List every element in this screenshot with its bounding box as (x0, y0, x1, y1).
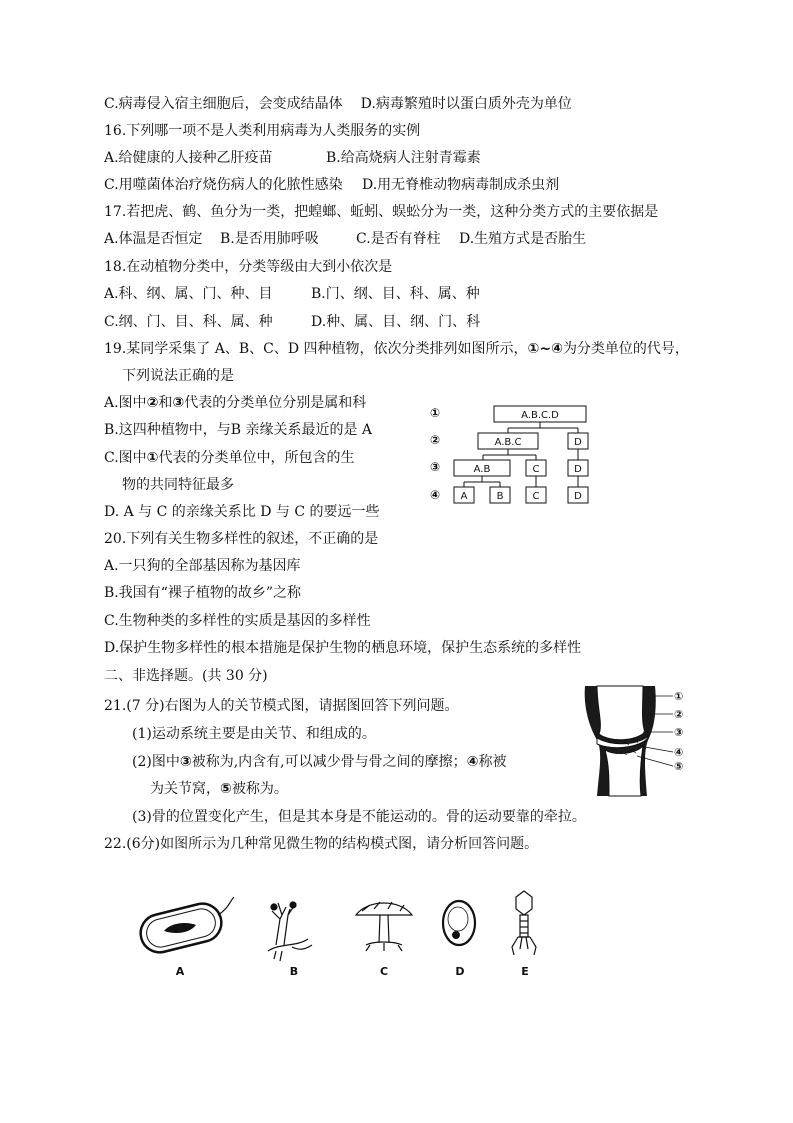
microbe-a-bacterium (137, 897, 234, 956)
q20-option-d: D.保护生物多样性的根本措施是保护生物的栖息环境，保护生态系统的多样性 (104, 640, 582, 656)
tree-row-label-1: ① (430, 406, 441, 420)
q16-option-c: C.用噬菌体治疗烧伤病人的化脓性感染 (104, 177, 343, 193)
microbe-label-d: D (455, 965, 465, 978)
lower-bone (605, 746, 643, 796)
q21-part2: (2)图中③被称为,内含有,可以减少骨与骨之间的摩擦；④称被 (132, 754, 507, 770)
microbe-label-e: E (521, 965, 529, 978)
q21-part2-cont: 为关节窝，⑤被称为。 (150, 781, 288, 797)
svg-text:D: D (574, 491, 582, 502)
microorganisms-diagram (130, 885, 560, 980)
upper-bone (597, 686, 645, 740)
q19-option-c-cont: 物的共同特征最多 (122, 477, 234, 493)
q21-part3: (3)骨的位置变化产生，但是其本身是不能运动的。骨的运动要靠的牵拉。 (132, 809, 586, 825)
q20-option-b: B.我国有“裸子植物的故乡”之称 (104, 585, 302, 601)
q17-option-c: C.是否有脊柱 (356, 231, 441, 247)
q19-option-d: D. A 与 C 的亲缘关系比 D 与 C 的要远一些 (104, 504, 380, 520)
q18-option-a: A.科、纲、属、门、种、目 (104, 286, 273, 302)
microbe-label-b: B (289, 965, 299, 978)
q18-options-ab (104, 285, 480, 303)
microbe-c-mushroom (356, 902, 412, 951)
q16-option-a: A.给健康的人接种乙肝疫苗 (104, 150, 273, 166)
q19-stem-cont: 下列说法正确的是 (122, 368, 234, 384)
svg-text:C: C (532, 464, 540, 475)
svg-text:C: C (532, 491, 540, 502)
q16-options-ab (104, 149, 481, 167)
joint-label-3: ③ (674, 726, 684, 739)
q20-stem: 20.下列有关生物多样性的叙述，不正确的是 (104, 531, 379, 547)
joint-label-4: ④ (674, 746, 684, 759)
joint-label-5: ⑤ (674, 760, 684, 773)
q16-option-d: D.用无脊椎动物病毒制成杀虫剂 (362, 177, 560, 193)
svg-text:D: D (574, 464, 582, 475)
svg-text:D: D (574, 437, 582, 448)
q17-options (104, 230, 586, 248)
q19-stem: 19.某同学采集了 A、B、C、D 四种植物，依次分类排列如图所示，①~④为分类单位的代号， (104, 341, 689, 357)
q18-options-cd (104, 313, 480, 331)
q18-option-d: D.种、属、目、纲、门、科 (311, 314, 481, 330)
q19-option-b: B.这四种植物中，与B 亲缘关系最近的是 A (104, 422, 373, 438)
circled-range: ①~④ (527, 341, 563, 357)
svg-text:A.B.C: A.B.C (494, 437, 522, 448)
q20-option-c: C.生物种类的多样性的实质是基因的多样性 (104, 613, 371, 629)
svg-text:A.B.C.D: A.B.C.D (521, 410, 559, 421)
q15-options-cd (104, 95, 572, 113)
q21-part1: (1)运动系统主要是由关节、和组成的。 (132, 726, 376, 742)
joint-diagram (575, 680, 695, 800)
q22-stem: 22.(6分)如图所示为几种常见微生物的结构模式图，请分析回答问题。 (104, 836, 539, 852)
q16-stem: 16.下列哪一项不是人类利用病毒为人类服务的实例 (104, 123, 421, 139)
svg-text:A.B: A.B (473, 464, 491, 475)
microbe-e-virus (512, 891, 536, 955)
q16-options-cd (104, 176, 559, 194)
q18-stem: 18.在动植物分类中，分类等级由大到小依次是 (104, 259, 393, 275)
q17-option-a: A.体温是否恒定 (104, 231, 203, 247)
q17-option-d: D.生殖方式是否胎生 (459, 231, 587, 247)
svg-text:B: B (496, 491, 504, 502)
microbe-label-c: C (379, 965, 389, 978)
q19-option-c: C.图中①代表的分类单位中，所包含的生 (104, 450, 355, 466)
q15-option-c: C.病毒侵入宿主细胞后，会变成结晶体 (104, 96, 343, 112)
microbe-label-a: A (175, 965, 185, 978)
q21-stem: 21.(7 分)右图为人的关节模式图，请据图回答下列问题。 (104, 698, 459, 714)
q18-option-b: B.门、纲、目、科、属、种 (311, 286, 480, 302)
q15-option-d: D.病毒繁殖时以蛋白质外壳为单位 (360, 96, 572, 112)
tree-row-label-3: ③ (430, 460, 441, 474)
joint-label-1: ① (674, 690, 684, 703)
svg-text:A: A (460, 491, 468, 502)
tree-row-label-2: ② (430, 433, 441, 447)
q19-option-a: A.图中②和③代表的分类单位分别是属和科 (104, 395, 367, 411)
q17-option-b: B.是否用肺呼吸 (220, 231, 319, 247)
classification-tree-diagram (428, 400, 598, 510)
q17-stem: 17.若把虎、鹤、鱼分为一类，把蝗螂、蚯蚓、蜈蚣分为一类，这种分类方式的主要依据是 (104, 204, 659, 220)
joint-label-2: ② (674, 708, 684, 721)
tree-row-label-4: ④ (430, 488, 441, 502)
q16-option-b: B.给高烧病人注射青霉素 (326, 150, 481, 166)
section-2-heading: 二、非选择题。(共 30 分) (104, 668, 268, 684)
q20-option-a: A.一只狗的全部基因称为基因库 (104, 558, 301, 574)
q18-option-c: C.纲、门、目、科、属、种 (104, 314, 273, 330)
microbe-b-mold (268, 902, 312, 961)
microbe-d-yeast (443, 901, 475, 945)
